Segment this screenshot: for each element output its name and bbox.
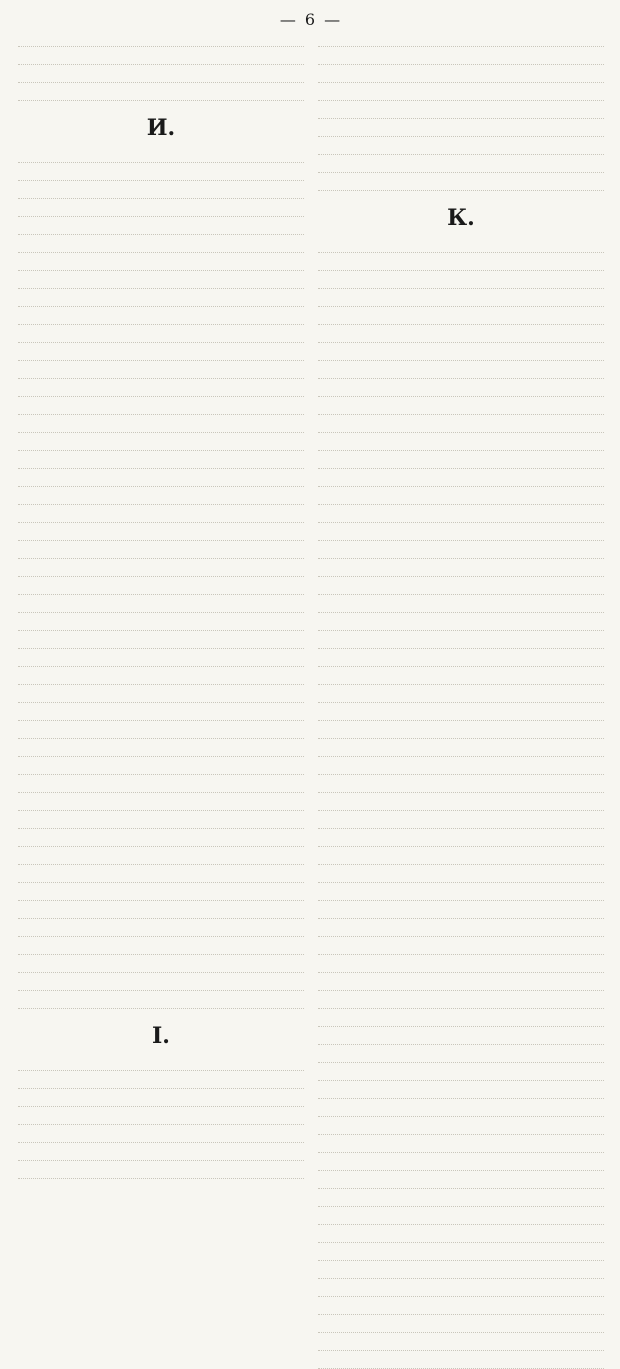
index-entry bbox=[18, 349, 304, 361]
index-entry bbox=[18, 763, 304, 775]
index-entry bbox=[318, 835, 604, 847]
index-entry bbox=[18, 71, 304, 83]
section-letter-i-dot: I. bbox=[152, 1023, 170, 1049]
index-entry bbox=[318, 349, 604, 361]
index-entry bbox=[318, 1087, 604, 1099]
index-columns bbox=[18, 35, 604, 1049]
index-entry bbox=[318, 71, 604, 83]
index-entry bbox=[18, 871, 304, 883]
index-entry bbox=[318, 1141, 604, 1153]
index-entry bbox=[318, 295, 604, 307]
index-entry bbox=[318, 763, 604, 775]
index-entry bbox=[18, 151, 304, 163]
index-entry bbox=[318, 1195, 604, 1207]
section-i-entries bbox=[18, 151, 304, 1009]
index-entry bbox=[318, 709, 604, 721]
index-entry bbox=[318, 565, 604, 577]
index-entry bbox=[318, 313, 604, 325]
index-entry bbox=[318, 125, 604, 137]
index-entry bbox=[318, 179, 604, 191]
index-entry bbox=[18, 925, 304, 937]
index-entry bbox=[318, 907, 604, 919]
index-entry bbox=[18, 493, 304, 505]
index-entry bbox=[18, 781, 304, 793]
index-entry bbox=[18, 529, 304, 541]
index-entry bbox=[318, 943, 604, 955]
index-entry bbox=[18, 1131, 304, 1143]
index-entry bbox=[18, 655, 304, 667]
index-entry bbox=[18, 565, 304, 577]
index-entry bbox=[18, 385, 304, 397]
index-entry bbox=[18, 1113, 304, 1125]
index-entry bbox=[318, 817, 604, 829]
index-entry bbox=[18, 853, 304, 865]
index-entry bbox=[18, 961, 304, 973]
index-entry bbox=[318, 799, 604, 811]
index-entry bbox=[318, 475, 604, 487]
index-entry bbox=[18, 1095, 304, 1107]
index-entry bbox=[318, 107, 604, 119]
index-entry bbox=[18, 691, 304, 703]
index-entry bbox=[18, 259, 304, 271]
index-entry bbox=[18, 89, 304, 101]
index-entry bbox=[318, 277, 604, 289]
index-entry bbox=[318, 89, 604, 101]
index-entry bbox=[18, 331, 304, 343]
index-entry bbox=[318, 727, 604, 739]
index-entry bbox=[18, 799, 304, 811]
index-entry bbox=[318, 529, 604, 541]
index-entry bbox=[18, 979, 304, 991]
index-entry bbox=[18, 997, 304, 1009]
index-entry bbox=[318, 1249, 604, 1261]
index-entry bbox=[318, 997, 604, 1009]
index-entry bbox=[318, 493, 604, 505]
index-entry bbox=[318, 53, 604, 65]
index-entry bbox=[318, 143, 604, 155]
index-entry bbox=[318, 1285, 604, 1297]
index-entry bbox=[18, 223, 304, 235]
index-entry bbox=[18, 295, 304, 307]
index-entry bbox=[318, 1339, 604, 1351]
index-entry bbox=[18, 511, 304, 523]
index-entry bbox=[318, 853, 604, 865]
index-entry bbox=[318, 161, 604, 173]
index-entry bbox=[318, 1051, 604, 1063]
index-entry bbox=[18, 907, 304, 919]
section-letter-k: К. bbox=[447, 205, 475, 231]
index-entry bbox=[318, 781, 604, 793]
index-entry bbox=[318, 1267, 604, 1279]
index-entry bbox=[18, 241, 304, 253]
section-k-entries bbox=[318, 241, 604, 1369]
index-entry bbox=[318, 583, 604, 595]
section-letter-i: И. bbox=[146, 115, 176, 141]
index-entry bbox=[318, 385, 604, 397]
index-entry bbox=[318, 457, 604, 469]
index-entry bbox=[318, 1159, 604, 1171]
index-entry bbox=[318, 925, 604, 937]
index-entry bbox=[318, 889, 604, 901]
index-entry bbox=[18, 439, 304, 451]
index-entry bbox=[318, 241, 604, 253]
index-entry bbox=[318, 367, 604, 379]
index-entry bbox=[18, 187, 304, 199]
index-entry bbox=[18, 943, 304, 955]
right-column bbox=[318, 35, 604, 815]
index-entry bbox=[318, 745, 604, 757]
index-entry bbox=[318, 1303, 604, 1315]
index-entry bbox=[18, 421, 304, 433]
index-entry bbox=[318, 871, 604, 883]
index-entry bbox=[18, 835, 304, 847]
index-entry bbox=[18, 313, 304, 325]
index-entry bbox=[318, 1321, 604, 1333]
left-column bbox=[18, 35, 304, 1049]
index-entry bbox=[318, 1357, 604, 1369]
index-entry bbox=[318, 673, 604, 685]
index-entry bbox=[18, 277, 304, 289]
index-entry bbox=[18, 1077, 304, 1089]
index-entry bbox=[18, 35, 304, 47]
index-entry bbox=[318, 691, 604, 703]
index-entry bbox=[18, 403, 304, 415]
index-entry bbox=[318, 331, 604, 343]
index-entry bbox=[18, 53, 304, 65]
index-entry bbox=[318, 547, 604, 559]
index-entry bbox=[18, 367, 304, 379]
index-entry bbox=[18, 1149, 304, 1161]
page-number: — 6 — bbox=[279, 10, 343, 29]
section-i-dot-entries bbox=[18, 1059, 304, 1179]
index-entry bbox=[18, 475, 304, 487]
index-entry bbox=[18, 889, 304, 901]
index-entry bbox=[318, 1033, 604, 1045]
index-entry bbox=[18, 457, 304, 469]
index-entry bbox=[18, 205, 304, 217]
index-entry bbox=[18, 547, 304, 559]
index-entry bbox=[318, 511, 604, 523]
index-entry bbox=[18, 1059, 304, 1071]
index-entry bbox=[318, 403, 604, 415]
right-top-entries bbox=[318, 35, 604, 191]
index-entry bbox=[18, 727, 304, 739]
index-entry bbox=[318, 655, 604, 667]
index-entry bbox=[318, 1105, 604, 1117]
index-entry bbox=[318, 601, 604, 613]
index-entry bbox=[318, 1177, 604, 1189]
index-entry bbox=[18, 673, 304, 685]
index-entry bbox=[318, 1213, 604, 1225]
index-entry bbox=[318, 637, 604, 649]
index-entry bbox=[18, 637, 304, 649]
index-entry bbox=[18, 745, 304, 757]
index-entry bbox=[318, 1231, 604, 1243]
index-entry bbox=[18, 583, 304, 595]
index-entry bbox=[318, 1123, 604, 1135]
index-entry bbox=[318, 35, 604, 47]
index-entry bbox=[318, 961, 604, 973]
index-entry bbox=[318, 439, 604, 451]
index-entry bbox=[18, 817, 304, 829]
index-entry bbox=[318, 619, 604, 631]
index-entry bbox=[318, 979, 604, 991]
index-entry bbox=[318, 1015, 604, 1027]
index-entry bbox=[318, 259, 604, 271]
index-entry bbox=[318, 421, 604, 433]
index-entry bbox=[18, 169, 304, 181]
index-entry bbox=[18, 709, 304, 721]
index-entry bbox=[18, 619, 304, 631]
index-entry bbox=[318, 1069, 604, 1081]
left-top-entries bbox=[18, 35, 304, 101]
index-entry bbox=[18, 1167, 304, 1179]
index-entry bbox=[18, 601, 304, 613]
